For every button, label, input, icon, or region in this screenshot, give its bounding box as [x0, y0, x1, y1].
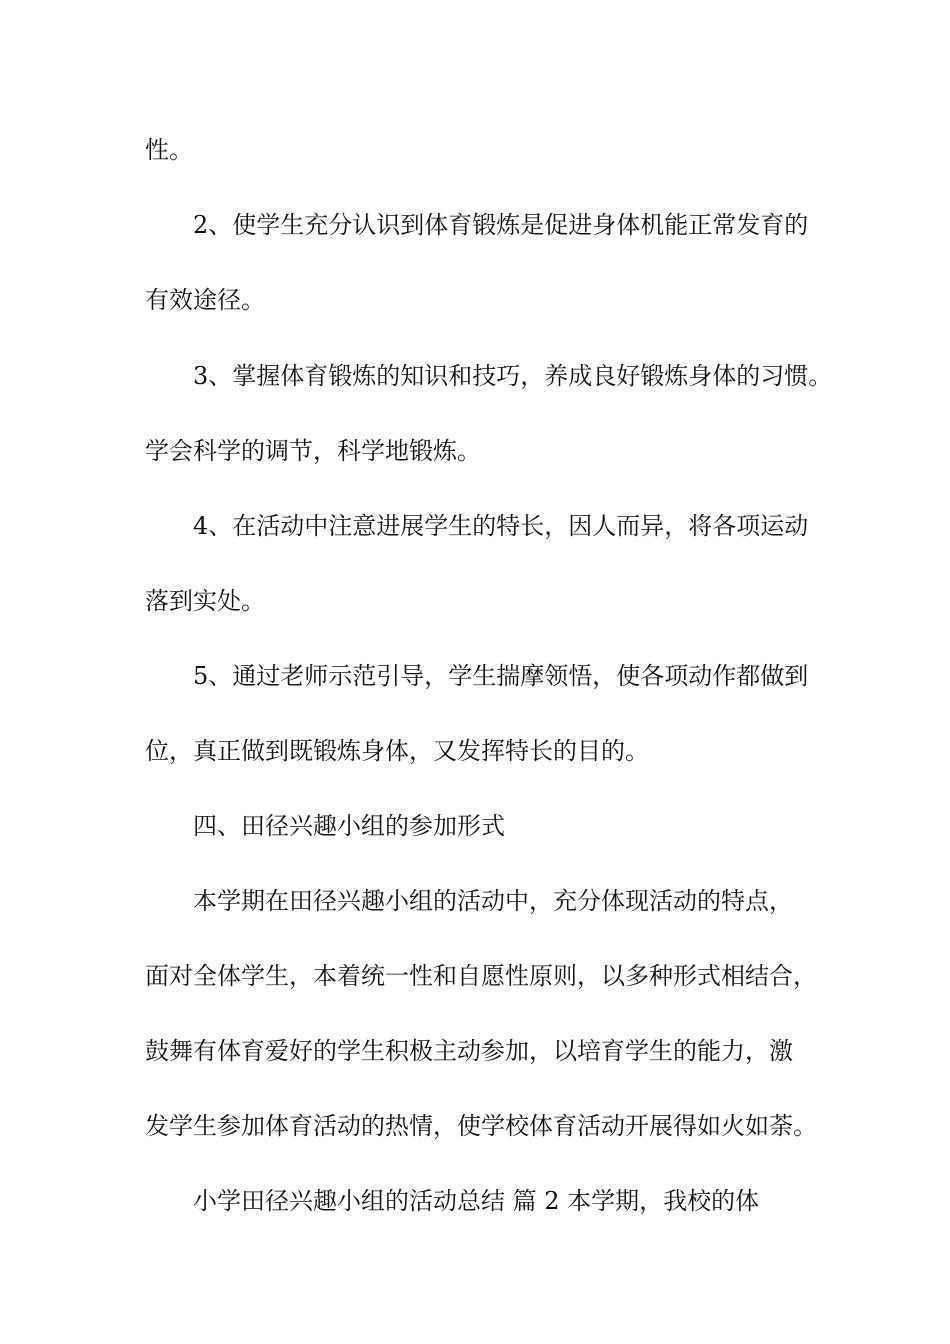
text-line: 5、通过老师示范引导，学生揣摩领悟，使各项动作都做到 — [193, 662, 809, 690]
text-line: 3、掌握体育锻炼的知识和技巧，养成良好锻炼身体的习惯。 — [193, 362, 833, 390]
text-line: 4、在活动中注意进展学生的特长，因人而异，将各项运动 — [193, 512, 809, 540]
text-line: 2、使学生充分认识到体育锻炼是促进身体机能正常发育的 — [193, 211, 809, 239]
text-line: 本学期在田径兴趣小组的活动中，充分体现活动的特点， — [193, 887, 793, 915]
text-line: 面对全体学生，本着统一性和自愿性原则，以多种形式相结合， — [145, 962, 817, 990]
text-line: 位，真正做到既锻炼身体，又发挥特长的目的。 — [145, 737, 649, 765]
section-heading: 四、田径兴趣小组的参加形式 — [193, 812, 505, 840]
text-line: 发学生参加体育活动的热情，使学校体育活动开展得如火如荼。 — [145, 1112, 817, 1140]
text-line: 小学田径兴趣小组的活动总结 篇 2 本学期，我校的体 — [193, 1187, 760, 1215]
text-line: 落到实处。 — [145, 587, 265, 615]
text-line: 学会科学的调节，科学地锻炼。 — [145, 437, 481, 465]
text-line: 性。 — [145, 136, 193, 164]
text-line: 鼓舞有体育爱好的学生积极主动参加，以培育学生的能力，激 — [145, 1037, 793, 1065]
text-line: 有效途径。 — [145, 286, 265, 314]
